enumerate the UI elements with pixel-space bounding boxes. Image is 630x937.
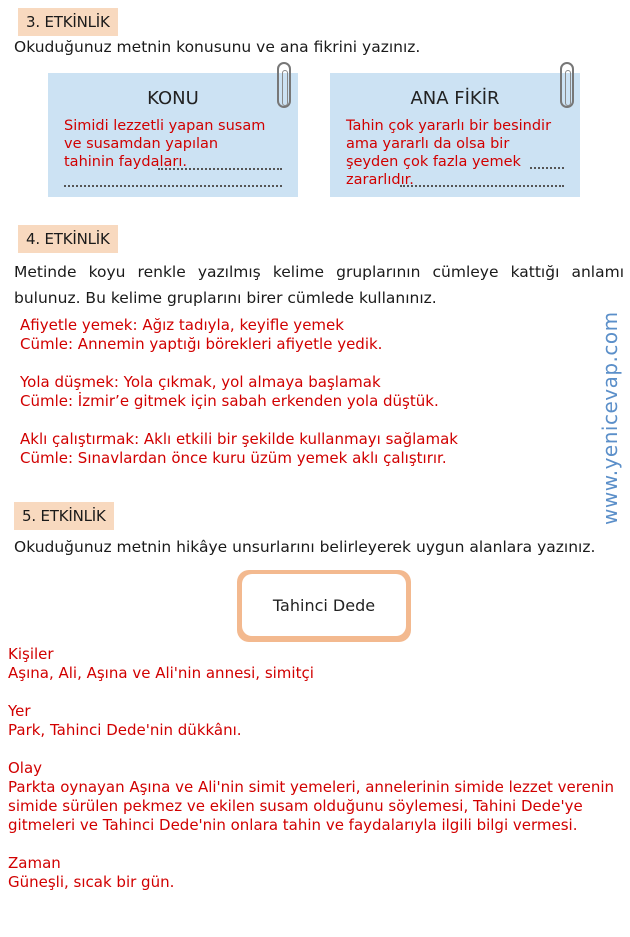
meaning-line: Afiyetle yemek: Ağız tadıyla, keyifle yemek: [20, 316, 344, 334]
ana-fikir-answer: [346, 117, 568, 189]
answer-line: şeyden çok fazla yemek: [346, 154, 521, 170]
answer-line: ama yararlı da olsa bir: [346, 136, 510, 152]
element-text: Güneşli, sıcak bir gün.: [8, 873, 175, 891]
answer-line: zararlıdır.: [346, 172, 414, 188]
answer-line: tahinin faydaları.: [64, 154, 187, 170]
paperclip-icon: [560, 62, 574, 108]
activity5-badge: 5. ETKİNLİK: [14, 502, 114, 530]
activity3-instruction: Okuduğunuz metnin konusunu ve ana fikrini yazınız.: [14, 38, 421, 56]
story-title: Tahinci Dede: [242, 574, 406, 636]
ana-fikir-card: [330, 73, 580, 197]
sentence-line: Cümle: İzmir’e gitmek için sabah erkenden yola düştük.: [20, 392, 439, 410]
activity4-answers: [20, 316, 590, 468]
konu-card: [48, 73, 298, 197]
konu-answer: [64, 117, 286, 171]
konu-title: KONU: [147, 88, 199, 109]
element-label: Kişiler: [8, 645, 54, 663]
dotted-line: [64, 185, 282, 187]
activity4-badge: 4. ETKİNLİK: [18, 225, 118, 253]
activity4-instruction: Metinde koyu renkle yazılmış kelime gruplarının cümleye kattığı anlamı bulunuz. Bu kelime gruplarını birer cümlede kullanınız.: [14, 263, 624, 307]
answer-line: Simidi lezzetli yapan susam: [64, 118, 266, 134]
story-elements: [8, 645, 622, 892]
element-text: Park, Tahinci Dede'nin dükkânı.: [8, 721, 242, 739]
meaning-line: Aklı çalıştırmak: Aklı etkili bir şekilde kullanmayı sağlamak: [20, 430, 458, 448]
activity3-badge: 3. ETKİNLİK: [18, 8, 118, 36]
answer-line: ve susamdan yapılan: [64, 136, 219, 152]
element-label: Olay: [8, 759, 43, 777]
watermark: www.yenicevap.com: [598, 311, 622, 525]
activity5-instruction: Okuduğunuz metnin hikâye unsurlarını belirleyerek uygun alanlara yazınız.: [14, 538, 596, 556]
meaning-line: Yola düşmek: Yola çıkmak, yol almaya başlamak: [20, 373, 381, 391]
element-label: Zaman: [8, 854, 61, 872]
element-text: Aşına, Ali, Aşına ve Ali'nin annesi, simitçi: [8, 664, 314, 682]
story-title-box: [237, 570, 411, 642]
sentence-line: Cümle: Sınavlardan önce kuru üzüm yemek aklı çalıştırır.: [20, 449, 447, 467]
element-text: Parkta oynayan Aşına ve Ali'nin simit yemeleri, annelerinin simide lezzet verenin simide sürülen pekmez ve ekilen susam olduğunu söylemesi, Tahini Dede'ye gitmeleri ve Tahinci Dede'nin onlara tahin ve faydalarıyla ilgili bilgi vermesi.: [8, 778, 614, 834]
answer-line: Tahin çok yararlı bir besindir: [346, 118, 552, 134]
element-label: Yer: [8, 702, 31, 720]
sentence-line: Cümle: Annemin yaptığı börekleri afiyetle yedik.: [20, 335, 383, 353]
paperclip-icon: [277, 62, 291, 108]
ana-fikir-title: ANA FİKİR: [410, 88, 500, 109]
